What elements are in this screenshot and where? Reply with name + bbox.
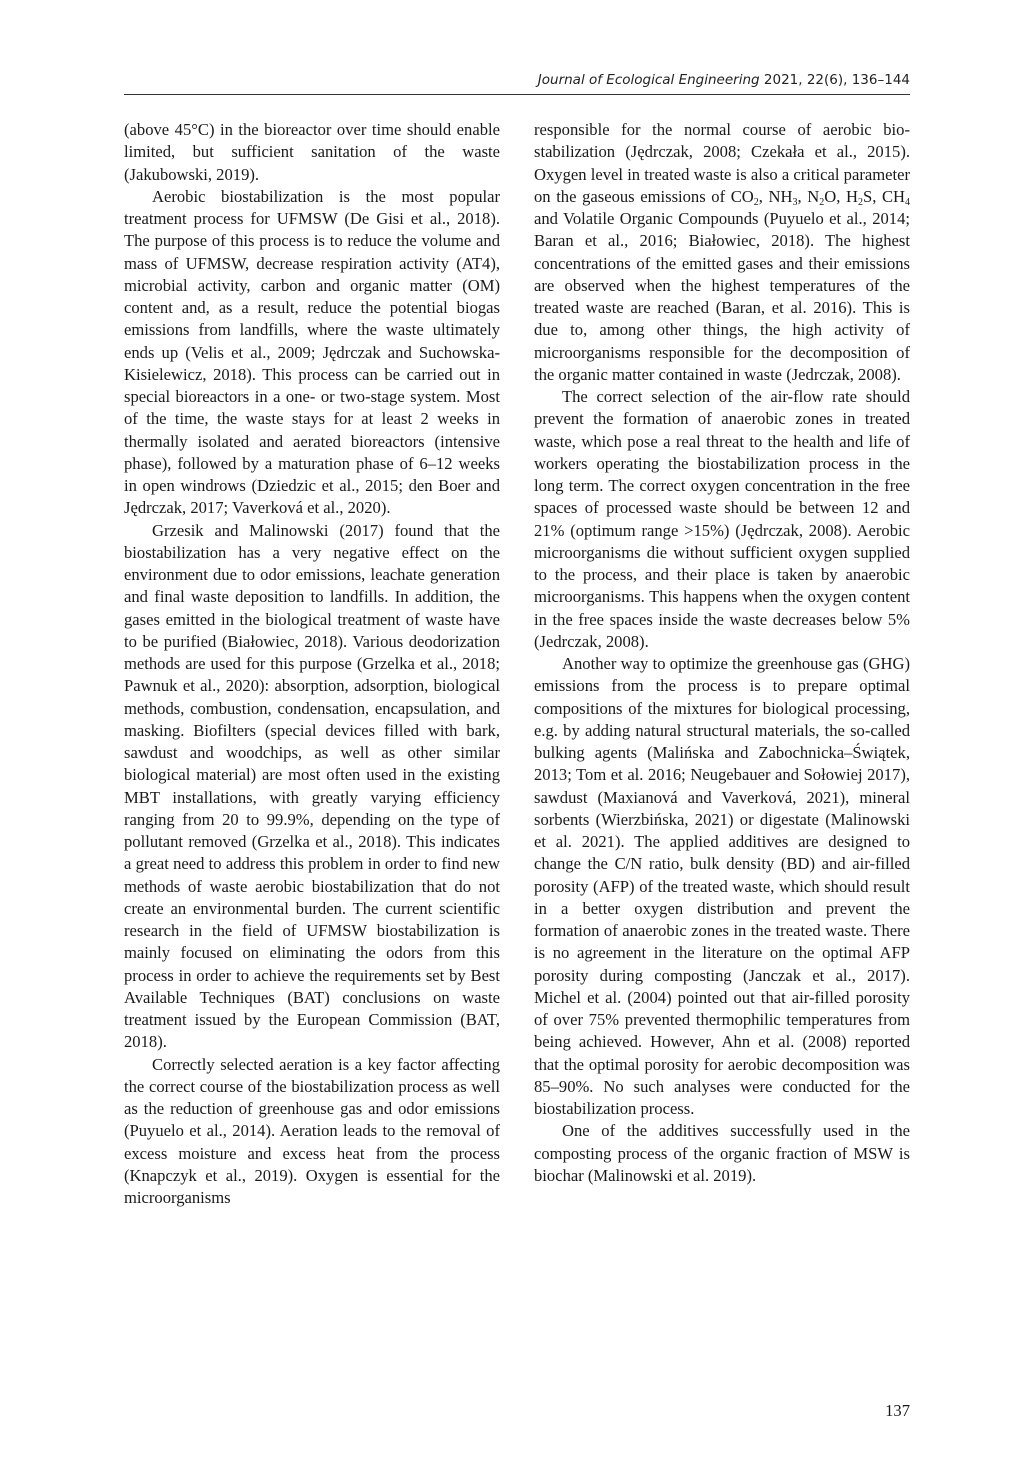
paragraph: The correct selection of the air-flow rate should prevent the formation of anaerobic zones in treated waste, which pose a real threat to the health and life of workers operating the biostabilization process in the long term. The correct oxygen concentration in the free spaces of processed waste should be between 12 and 21% (optimum range >15%) (Jędrczak, 2008). Aerobic microorganisms die without sufficient oxygen supplied to the process, and their place is taken by anaerobic microorganisms. This happens when the oxygen content in the free spaces inside the waste decreases below 5% (Jedrczak, 2008). — [534, 387, 910, 651]
paragraph: Correctly selected aeration is a key factor affecting the correct course of the biostabilization process as well as the reduction of greenhouse gas and odor emissions (Puyuelo et al., 2014). Aeration leads to the removal of excess moisture and excess heat from the process (Knapczyk et al., 2019). Oxygen is essential for the microorganisms — [124, 1054, 500, 1207]
paragraph: Aerobic biostabilization is the most popular treatment process for UFMSW (De Gisi et al., 2018). The purpose of this process is to reduce the volume and mass of UFMSW, decrease respiration activity (AT4), microbial activity, carbon and organic matter (OM) content and, as a result, reduce the potential biogas emissions from landfills, where the waste ultimately ends up (Velis et al., 2009; Jędrczak and Suchowska-Kisielewicz, 2018). This process can be carried out in special bioreactors in a one- or two-stage system. Most of the time, the waste stays for at least 2 weeks in thermally isolated and aerated bioreactors (intensive phase), followed by a maturation phase of 6–12 weeks in open windrows (Dziedzic et al., 2015; den Boer and Jędrczak, 2017; Vaverková et al., 2020). — [124, 186, 500, 518]
text-run: responsible for the normal course of aerobic biostabilization (Jędrczak, 2008; Czekała et al., 2015). Oxygen level in treated waste is also a critical parameter on the gaseous emissions of CO — [534, 120, 910, 206]
page-number: 137 — [885, 1401, 910, 1420]
paragraph: Grzesik and Malinowski (2017) found that the biostabilization has a very negative effect on the environment due to odor emissions, leachate generation and final waste deposition to landfills. In addition, the gases emitted in the biological treatment of waste have to be purified (Białowiec, 2018). Various deodorization methods are used for this purpose (Grzelka et al., 2018; Pawnuk et al., 2020): absorption, adsorption, biological methods, combustion, condensation, encapsulation, and masking. Biofilters (special devices filled with bark, sawdust and woodchips, as well as other similar biological material) are most often used in the existing MBT installations, with greatly varying efficiency ranging from 20 to 99.9%, depending on the type of pollutant removed (Grzelka et al., 2018). This indicates a great need to address this problem in order to find new methods of waste aerobic biostabilization that do not create an environmental burden. The current scientific research in the field of UFMSW biostabilization is mainly focused on eliminating the odors from this process in order to achieve the requirements set by Best Available Techniques (BAT) conclusions on waste treatment issued by the European Commission (BAT, 2018). — [124, 520, 500, 1052]
running-head — [124, 72, 910, 88]
paragraph: Another way to optimize the greenhouse gas (GHG) emissions from the process is to prepare optimal compositions of the mixtures for biological processing, e.g. by adding natural structural materials, the so-called bulking agents (Malińska and Zabochnicka–Świątek, 2013; Tom et al. 2016; Neugebauer and Sołowiej 2017), sawdust (Maxianová and Vaverková, 2021), mineral sorbents (Wierzbińska, 2021) or digestate (Malinowski et al. 2021). The applied additives are designed to change the C/N ratio, bulk density (BD) and air-filled porosity (AFP) of the treated waste, which should result in a better oxygen distribution and prevent the formation of anaerobic zones in the treated waste. There is no agreement in the literature on the optimal AFP porosity during composting (Janczak et al., 2017). Michel et al. (2004) pointed out that air-filled porosity of over 75% prevented thermophilic temperatures from being achieved. However, Ahn et al. (2008) reported that the optimal porosity for aerobic decomposition was 85–90%. No such analyses were conducted for the biostabilization process. — [534, 654, 910, 1118]
text-run: , NH — [758, 186, 793, 206]
subscript: 3 — [792, 196, 798, 208]
subscript: 4 — [905, 196, 911, 208]
right-column — [534, 119, 910, 1187]
text-run: O, H — [824, 186, 858, 206]
paragraph: One of the additives successfully used in the composting process of the organic fraction of MSW is biochar (Malinowski et al. 2019). — [534, 1121, 910, 1185]
header-rule — [124, 94, 910, 95]
paragraph: (above 45°C) in the bioreactor over time should enable limited, but sufficient sanitation of the waste (Jakubowski, 2019). — [124, 120, 500, 184]
left-column — [124, 119, 500, 1209]
journal-citation: 2021, 22(6), 136–144 — [763, 72, 910, 88]
text-run: and Volatile Organic Compounds (Puyuelo et al., 2014; Baran et al., 2016; Białowiec, 2018). The highest concentrations of the emitted gases and their emissions are observed when the highest temperatures of the treated waste are reached (Baran, et al. 2016). This is due to, among other things, the high activity of microorganisms responsible for the decomposition of the organic matter contained in waste (Jedrczak, 2008). — [534, 209, 910, 384]
subscript: 2 — [858, 196, 863, 208]
text-run: S, CH — [863, 186, 906, 206]
subscript: 2 — [819, 196, 825, 208]
text-run: , N — [797, 186, 820, 206]
paragraph-emissions — [534, 119, 910, 386]
journal-name: Journal of Ecological Engineering — [537, 72, 760, 88]
subscript: 2 — [753, 196, 759, 208]
